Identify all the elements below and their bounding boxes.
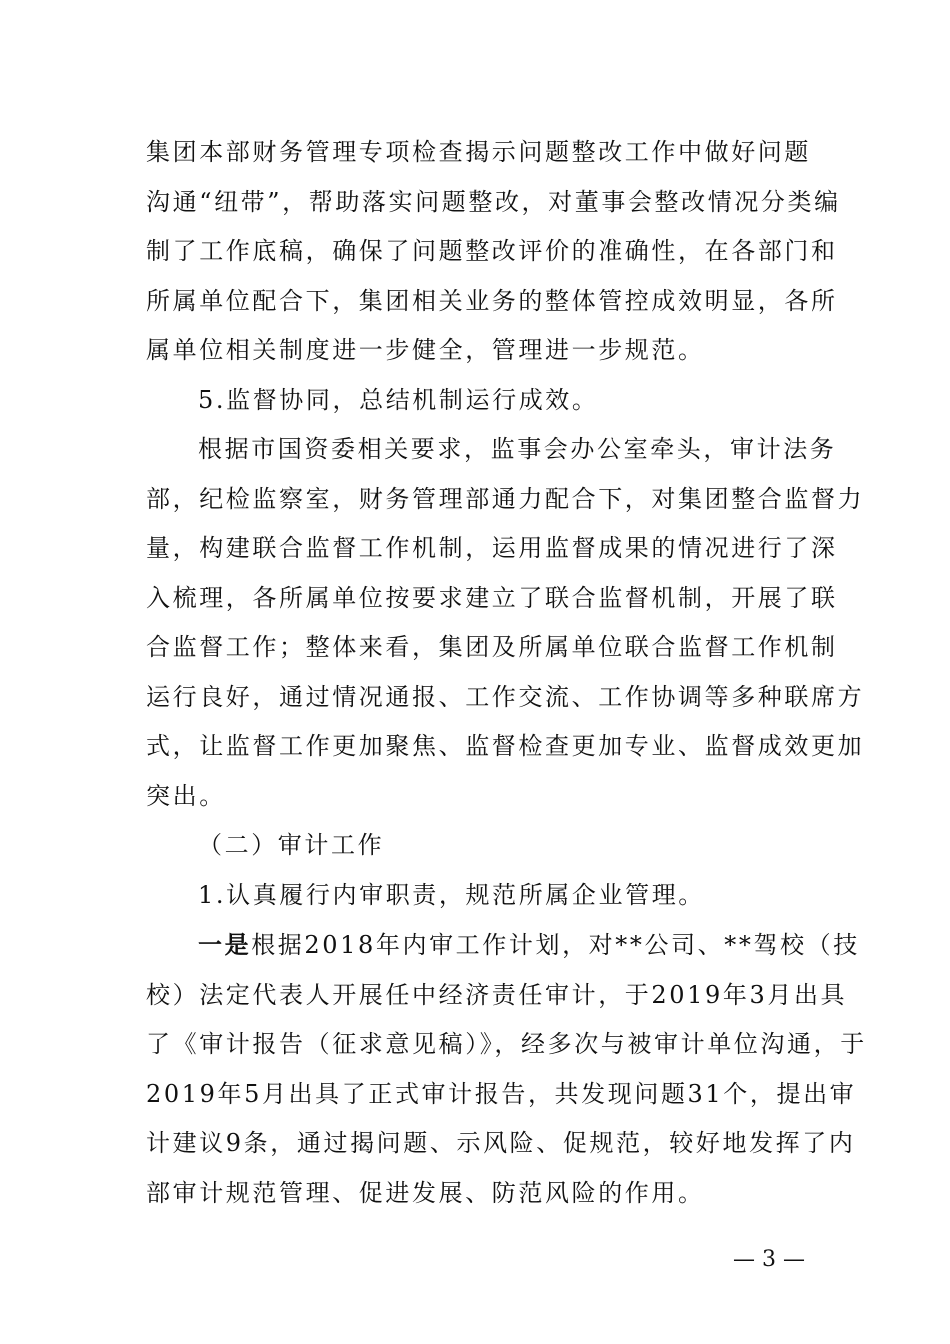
text-line: 5.监督协同，总结机制运行成效。 [198, 385, 599, 414]
text-line: 属单位相关制度进一步健全，管理进一步规范。 [146, 336, 705, 364]
section-heading-audit [146, 821, 808, 871]
text-line: 运行良好，通过情况通报、工作交流、工作协调等多种联席方 [146, 682, 865, 711]
text-line: 入梳理，各所属单位按要求建立了联合监督机制，开展了联 [146, 583, 838, 612]
text-line: 2019年5月出具了正式审计报告，共发现问题31个，提出审 [146, 1079, 857, 1108]
text-line: 沟通“纽带”，帮助落实问题整改，对董事会整改情况分类编 [146, 187, 841, 216]
text-line: 集团本部财务管理专项检查揭示问题整改工作中做好问题 [146, 138, 811, 166]
text-line: 根据市国资委相关要求，监事会办公室牵头，审计法务 [198, 435, 837, 463]
heading-internal-audit [146, 871, 808, 921]
document-body [146, 128, 867, 1218]
text-line [146, 920, 860, 971]
text-line: 计建议9条，通过揭问题、示风险、促规范，较好地发挥了内 [146, 1129, 856, 1157]
paragraph-audit-report [146, 920, 867, 1218]
paragraph-rectification [146, 128, 841, 376]
text-line: 了《审计报告（征求意见稿）》，经多次与被审计单位沟通，于 [146, 1030, 867, 1058]
lead-bold-text: 一是 [198, 930, 252, 959]
text-line: 部，纪检监察室，财务管理部通力配合下，对集团整合监督力 [146, 484, 865, 513]
text-line: 校）法定代表人开展任中经济责任审计，于2019年3月出具 [146, 980, 848, 1009]
text-line: 式，让监督工作更加聚焦、监督检查更加专业、监督成效更加 [146, 732, 865, 760]
heading-supervision-synergy [146, 376, 808, 426]
text-line: 突出。 [146, 781, 226, 810]
text-line: 部审计规范管理、促进发展、防范风险的作用。 [146, 1178, 705, 1207]
text-line: （二）审计工作 [198, 831, 385, 859]
text-line: 制了工作底稿，确保了问题整改评价的准确性，在各部门和 [146, 237, 838, 265]
text-line: 1.认真履行内审职责，规范所属企业管理。 [198, 880, 705, 909]
text-line: 量，构建联合监督工作机制，运用监督成果的情况进行了深 [146, 534, 838, 562]
text-line: 合监督工作；整体来看，集团及所属单位联合监督工作机制 [146, 633, 838, 661]
page-number: — 3 — [733, 1247, 805, 1272]
text-line-rest: 根据2018年内审工作计划，对**公司、**驾校（技 [251, 931, 860, 959]
text-line: 所属单位配合下，集团相关业务的整体管控成效明显，各所 [146, 286, 838, 315]
paragraph-joint-supervision [146, 425, 865, 821]
